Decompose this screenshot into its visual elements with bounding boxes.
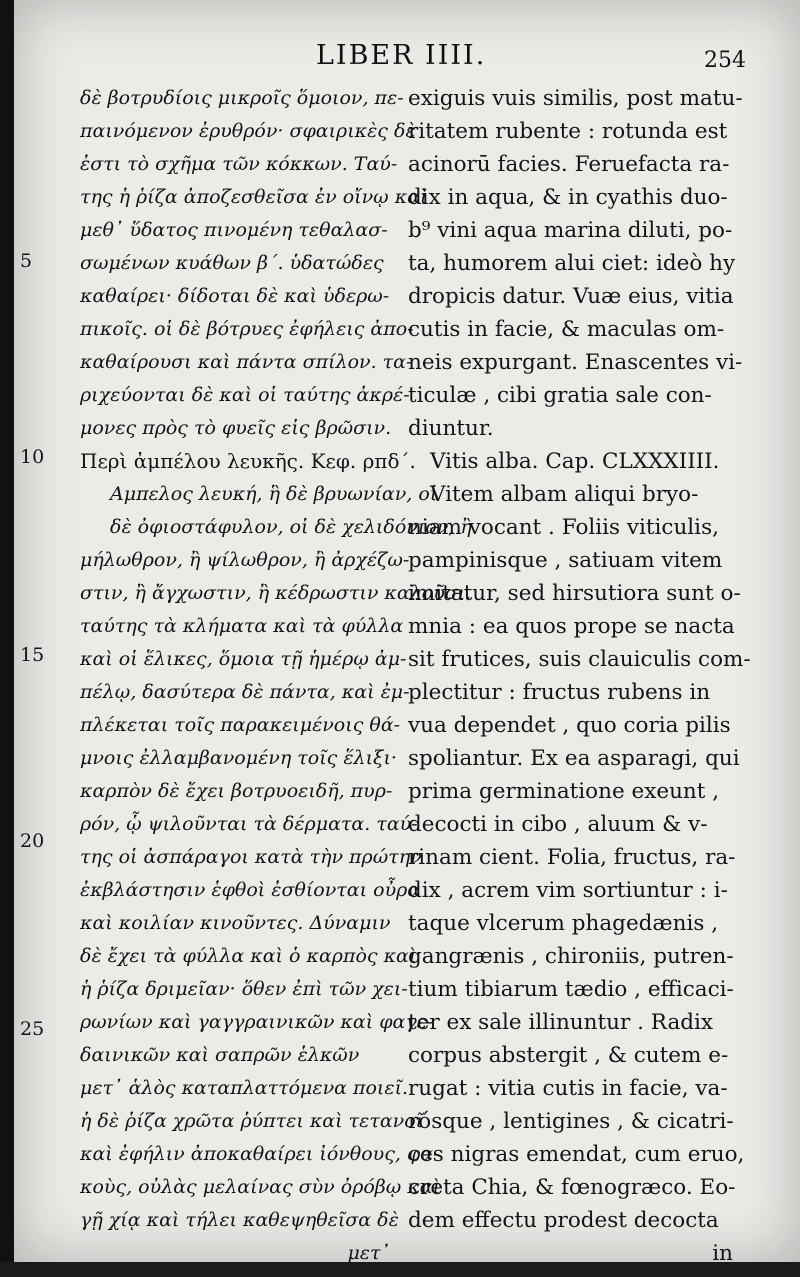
greek-line: ἐστι τὸ σχῆμα τῶν κόκκων. Ταύ- (80, 153, 398, 175)
running-head: LIBER IIII. (316, 40, 487, 71)
latin-line: ticulæ , cibi gratia sale con- (408, 383, 712, 408)
greek-line: παινόμενον ἐρυθρόν· σφαιρικὲς δὲ (80, 120, 416, 142)
greek-line: Αμπελος λευκή, ἣ δὲ βρυωνίαν, οἱ (110, 483, 438, 505)
latin-line: taque vlcerum phagedænis , (408, 911, 719, 936)
latin-line: prima germinatione exeunt , (408, 779, 720, 804)
greek-line: στιν, ἢ ἄγχωστιν, ἢ κέδρωστιν καλοῦσι. (80, 582, 472, 604)
latin-line: gangrænis , chironiis, putren- (408, 944, 734, 969)
latin-line: tium tibiarum tædio , efficaci- (408, 977, 734, 1002)
greek-line: μεθ᾽ ὕδατος πινομένη τεθαλασ- (80, 219, 388, 241)
latin-line: plectitur : fructus rubens in (408, 680, 711, 705)
latin-line: pampinisque , satiuam vitem (408, 548, 723, 573)
greek-line: καθαίρουσι καὶ πάντα σπίλον. τα- (80, 351, 413, 373)
greek-line: μονες πρὸς τὸ φυεῖς εἰς βρῶσιν. (80, 417, 392, 439)
latin-line: dix , acrem vim sortiuntur : i- (408, 878, 728, 903)
greek-line: γῇ χίᾳ καὶ τήλει καθεψηθεῖσα δὲ (80, 1209, 399, 1231)
latin-line: cutis in facie, & maculas om- (408, 317, 725, 342)
latin-line: Vitem albam aliqui bryo- (430, 482, 699, 507)
greek-line: της ἡ ῥίζα ἀποζεσθεῖσα ἐν οἴνῳ καὶ (80, 186, 428, 208)
greek-line: καρπὸν δὲ ἔχει βοτρυοειδῆ, πυρ- (80, 780, 393, 802)
latin-line: mnia : ea quos prope se nacta (408, 614, 735, 639)
margin-line-number-10: 10 (20, 446, 45, 468)
greek-catchword: μετ᾽ (347, 1242, 390, 1264)
greek-line: καὶ οἱ ἕλικες, ὅμοια τῇ ἡμέρῳ ἀμ- (80, 648, 407, 670)
margin-line-number-5: 5 (20, 250, 33, 272)
greek-line: μνοις ἐλλαμβανομένη τοῖς ἕλιξι· (80, 747, 397, 769)
latin-line: corpus abstergit , & cutem e- (408, 1043, 729, 1068)
greek-line: ρωνίων καὶ γαγγραινικῶν καὶ φαγε- (80, 1011, 434, 1033)
latin-line: creta Chia, & fœnogræco. Eo- (408, 1175, 736, 1200)
latin-line: ces nigras emendat, cum eruo, (408, 1142, 745, 1167)
greek-line: μήλωθρον, ἢ ψίλωθρον, ἢ ἀρχέζω- (80, 549, 410, 571)
greek-chapter-heading: Περὶ ἀμπέλου λευκῆς. Κεφ. ρπδ΄. (80, 449, 416, 473)
latin-text-column (408, 82, 753, 1270)
latin-line: spoliantur. Ex ea asparagi, qui (408, 746, 740, 771)
greek-line: καὶ ἐφήλιν ἀποκαθαίρει ἰόνθους, φα- (80, 1143, 440, 1165)
latin-line: rugat : vitia cutis in facie, va- (408, 1076, 728, 1101)
greek-line: ἡ δὲ ῥίζα χρῶτα ῥύπτει καὶ τετανοῖ (80, 1110, 424, 1132)
greek-line: δὲ βοτρυδίοις μικροῖς ὅμοιον, πε- (80, 87, 404, 109)
latin-line: ritatem rubente : rotunda est (408, 119, 728, 144)
greek-line: μετ᾽ ἁλὸς καταπλαττόμενα ποιεῖ. (80, 1077, 409, 1099)
page-number: 254 (704, 48, 746, 73)
greek-line: ταύτης τὰ κλήματα καὶ τὰ φύλλα (80, 615, 404, 637)
greek-line: της οἱ ἀσπάραγοι κατὰ τὴν πρώτην (80, 846, 422, 868)
margin-line-number-25: 25 (20, 1018, 45, 1040)
greek-line: καὶ κοιλίαν κινοῦντες. Δύναμιν (80, 912, 391, 934)
latin-line: ter ex sale illinuntur . Radix (408, 1010, 714, 1035)
latin-line: b⁹ vini aqua marina diluti, po- (408, 218, 733, 243)
latin-line: neis expurgant. Enascentes vi- (408, 350, 743, 375)
greek-line: ἐκβλάστησιν ἑφθοὶ ἐσθίονται οὖρα (80, 879, 421, 901)
greek-line: δὲ ὀφιοστάφυλον, οἱ δὲ χελιδόνιον, ἢ (110, 516, 472, 538)
greek-line: δὲ ἔχει τὰ φύλλα καὶ ὁ καρπὸς καὶ (80, 945, 417, 967)
latin-catchword: in (712, 1241, 733, 1266)
greek-line: καθαίρει· δίδοται δὲ καὶ ὑδερω- (80, 285, 390, 307)
greek-line: ἡ ῥίζα δριμεῖαν· ὅθεν ἐπὶ τῶν χει- (80, 978, 408, 1000)
latin-line: rósque , lentigines , & cicatri- (408, 1109, 734, 1134)
latin-line: dix in aqua, & in cyathis duo- (408, 185, 728, 210)
latin-line: acinorū facies. Feruefacta ra- (408, 152, 730, 177)
greek-line: δαινικῶν καὶ σαπρῶν ἑλκῶν (80, 1044, 360, 1066)
greek-line: σωμένων κυάθων β΄. ὑδατώδες (80, 252, 384, 274)
greek-line: ριχεύονται δὲ καὶ οἱ ταύτης ἀκρέ- (80, 384, 410, 406)
latin-line: vua dependet , quo coria pilis (408, 713, 731, 738)
greek-line: πλέκεται τοῖς παρακειμένοις θά- (80, 714, 401, 736)
latin-line: dem effectu prodest decocta (408, 1208, 719, 1233)
latin-line: niam vocant . Foliis viticulis, (408, 515, 719, 540)
latin-line: exiguis vuis similis, post matu- (408, 86, 743, 111)
latin-line: ta, humorem alui ciet: ideò hy (408, 251, 736, 276)
greek-line: πικοῖς. οἱ δὲ βότρυες ἐφήλεις ἀπο- (80, 318, 414, 340)
greek-line: πέλῳ, δασύτερα δὲ πάντα, καὶ ἐμ- (80, 681, 410, 703)
latin-line: sit frutices, suis clauiculis com- (408, 647, 751, 672)
greek-line: κοὺς, οὐλὰς μελαίνας σὺν ὀρόβῳ καὶ (80, 1176, 441, 1198)
page-edge-shadow (0, 0, 14, 1277)
latin-chapter-heading: Vitis alba. Cap. CLXXXIIII. (430, 449, 720, 474)
latin-line: diuntur. (408, 416, 494, 441)
latin-line: decocti in cibo , aluum & v- (408, 812, 708, 837)
latin-line: rinam cient. Folia, fructus, ra- (408, 845, 736, 870)
latin-line: imitatur, sed hirsutiora sunt o- (408, 581, 741, 606)
latin-line: dropicis datur. Vuæ eius, vitia (408, 284, 734, 309)
greek-line: ρόν, ᾧ ψιλοῦνται τὰ δέρματα. ταύ- (80, 813, 418, 835)
margin-line-number-20: 20 (20, 830, 45, 852)
margin-line-number-15: 15 (20, 644, 45, 666)
